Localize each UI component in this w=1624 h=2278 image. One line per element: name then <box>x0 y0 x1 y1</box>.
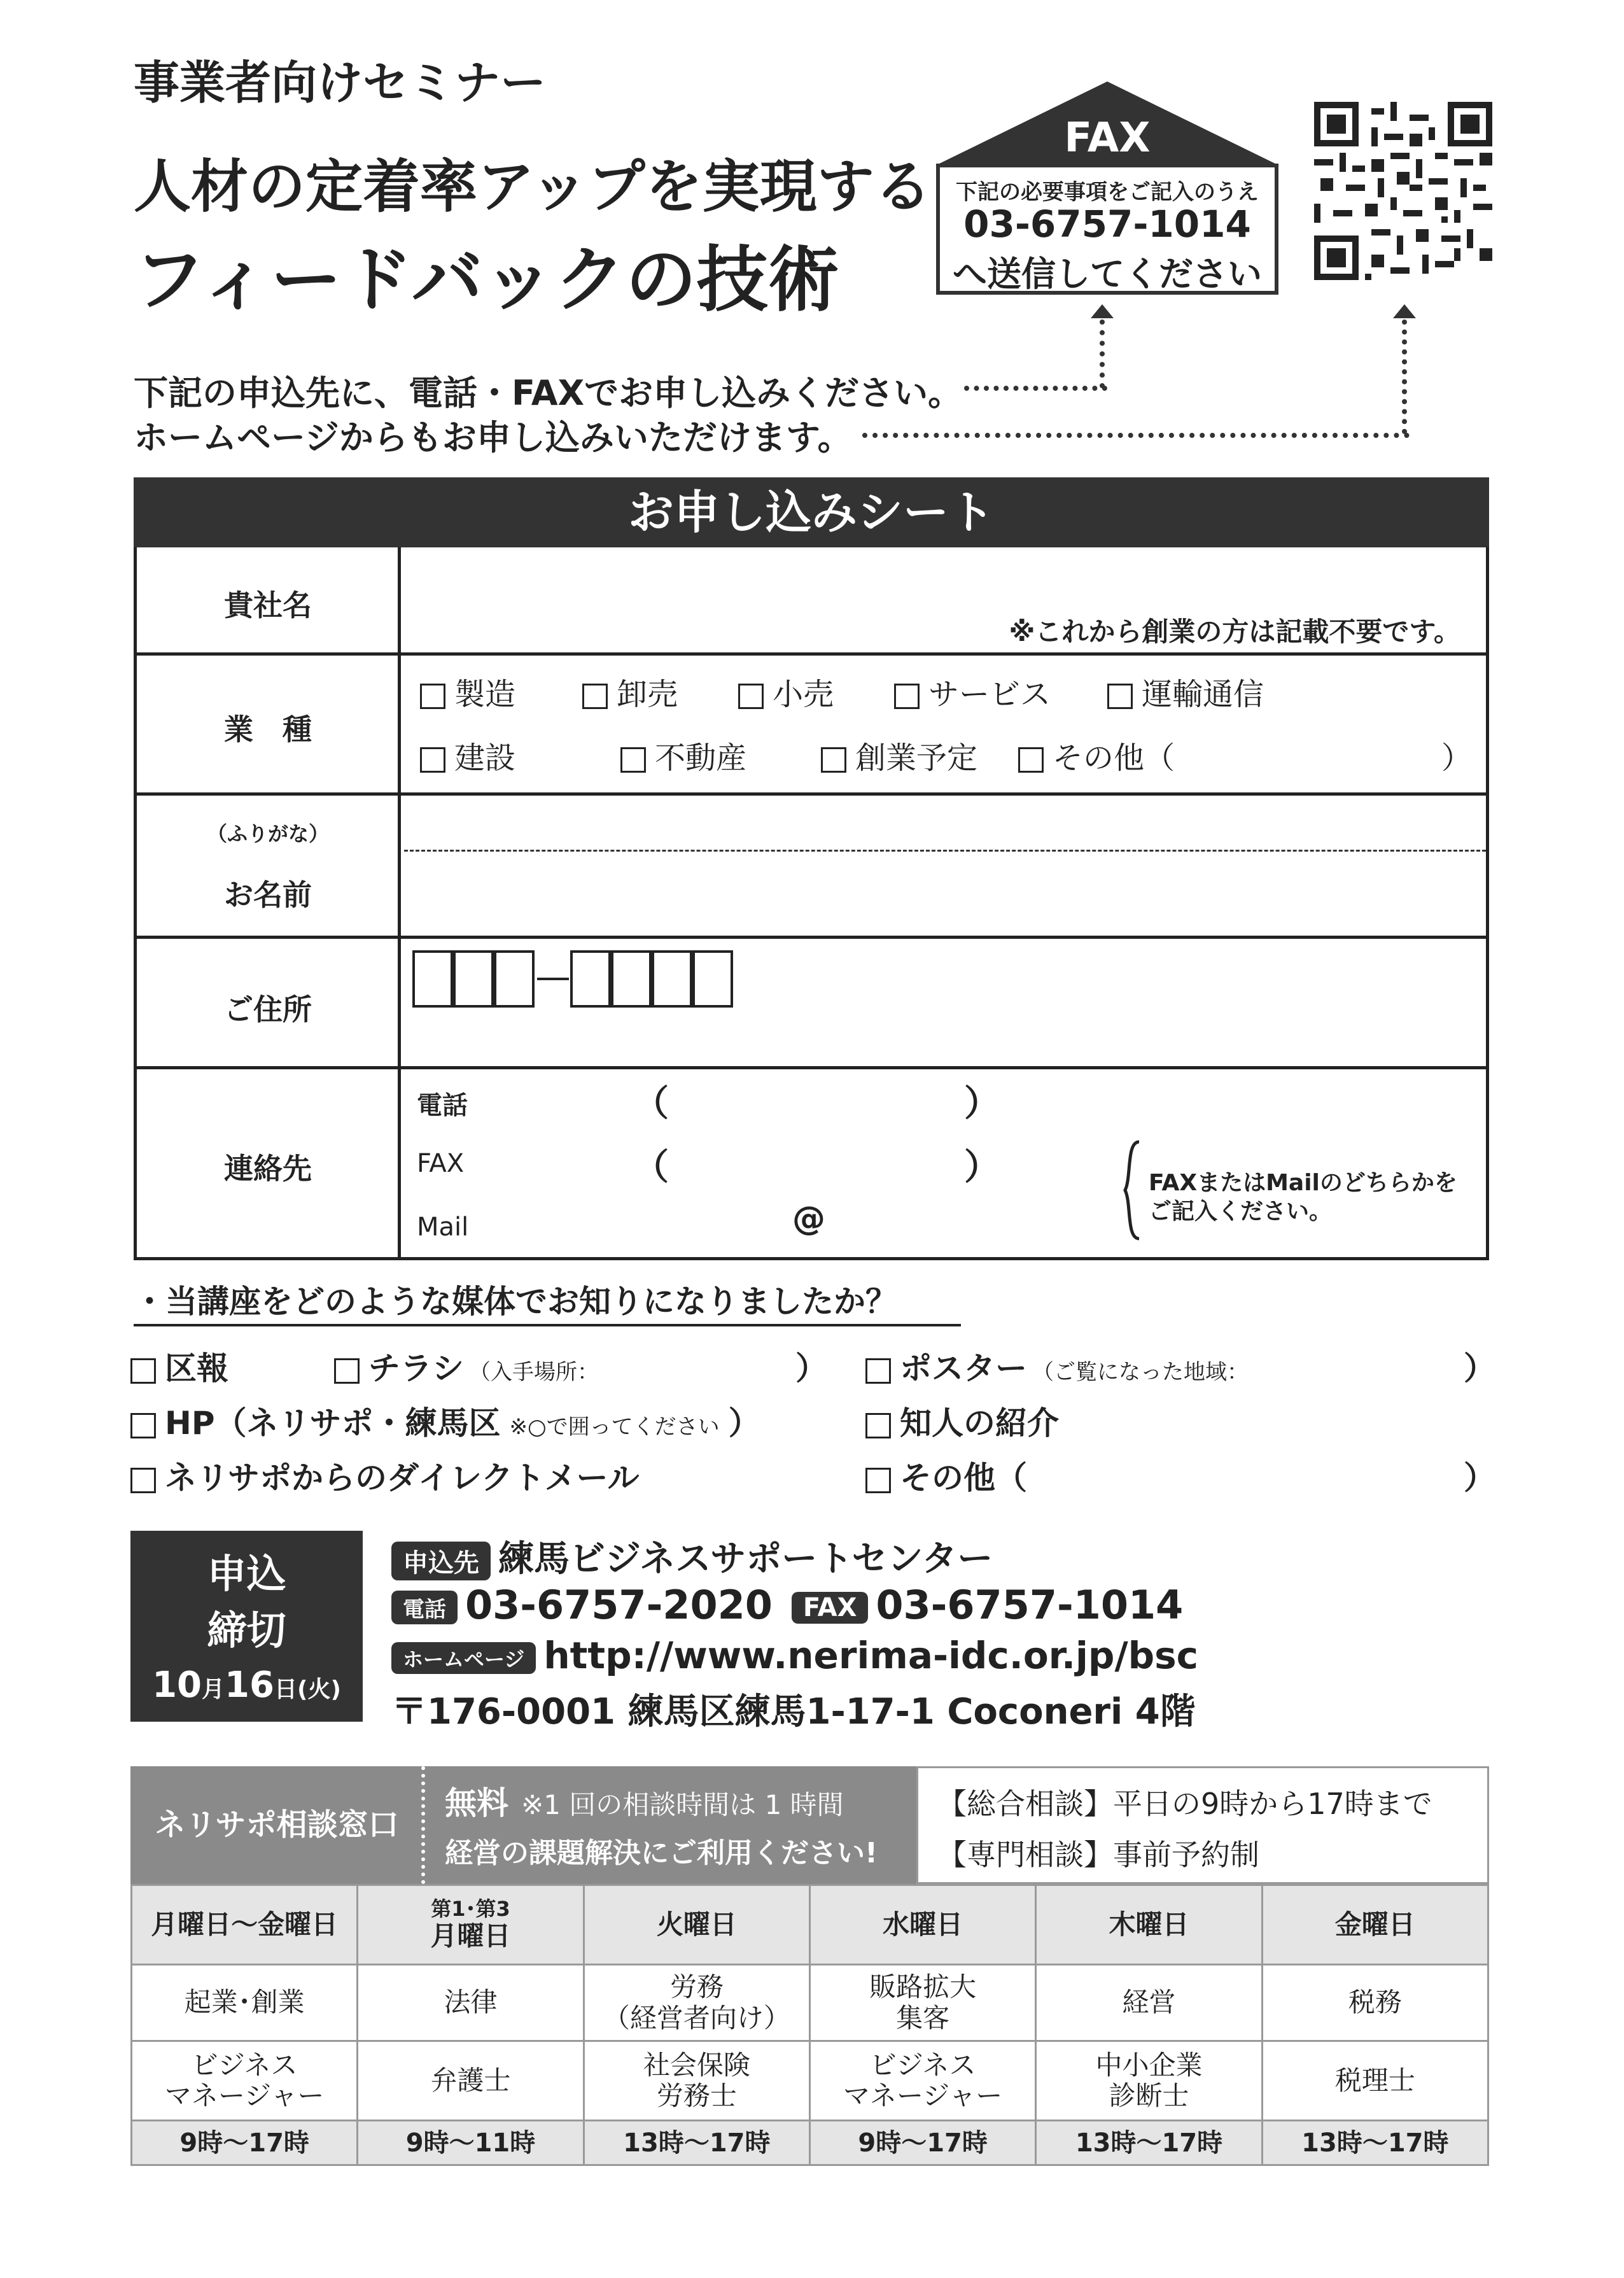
company-label: 貴社名 <box>224 588 312 622</box>
topic-cell: 販路拡大 集客 <box>809 1965 1035 2041</box>
day-cell: 木曜日 <box>1036 1885 1262 1965</box>
postal-code-box[interactable] <box>692 950 733 1008</box>
homepage-tag: ホームページ <box>391 1642 536 1674</box>
checkbox[interactable] <box>582 684 608 709</box>
consult-free-box <box>423 1766 916 1884</box>
industry-other-close: ） <box>1441 740 1473 776</box>
survey-underline <box>134 1324 961 1326</box>
time-cell: 9時〜17時 <box>809 2121 1035 2165</box>
postal-code-dash <box>537 978 569 980</box>
survey-option-hp[interactable]: HP（ネリサポ・練馬区 ※○で囲ってください ） <box>130 1398 760 1444</box>
chirashi-close: ） <box>795 1350 827 1387</box>
consult-title: ネリサポ相談窓口 <box>130 1766 423 1884</box>
fax-number: 03-6757-1014 <box>963 202 1251 246</box>
expert-cell: 中小企業 診断士 <box>1036 2041 1262 2121</box>
org-name: 練馬ビジネスサポートセンター <box>498 1538 993 1580</box>
fax-label: FAX <box>1064 115 1151 162</box>
checkbox[interactable] <box>865 1468 891 1493</box>
time-cell: 13時〜17時 <box>1036 2121 1262 2165</box>
survey-option-poster[interactable]: ポスター （ご覧になった地域： <box>865 1343 1249 1389</box>
day-cell: 第1･第3 月曜日 <box>358 1885 584 1965</box>
industry-option[interactable]: 創業予定 <box>821 733 977 777</box>
postal-code-box[interactable] <box>652 950 692 1008</box>
checkbox[interactable] <box>894 684 920 709</box>
consult-free-note: ※1 回の相談時間は 1 時間 <box>521 1789 844 1820</box>
checkbox[interactable] <box>738 684 764 709</box>
address-field[interactable] <box>404 939 1486 1066</box>
checkbox[interactable] <box>334 1358 360 1384</box>
topic-cell: 起業･創業 <box>132 1965 358 2041</box>
address-info: 〒176-0001 練馬区練馬1-17-1 Coconeri 4階 <box>391 1691 1196 1733</box>
homepage-link[interactable]: http://www.nerima-idc.or.jp/bsc <box>543 1634 1199 1677</box>
postal-code-box[interactable] <box>570 950 611 1008</box>
poster-close: ） <box>1464 1350 1495 1387</box>
name-field[interactable] <box>404 853 1486 936</box>
day-cell: 火曜日 <box>584 1885 809 1965</box>
consult-info-box <box>916 1766 1489 1884</box>
postal-code-box[interactable] <box>412 950 453 1008</box>
seminar-category: 事業者向けセミナー <box>134 56 547 109</box>
survey-option-kouhou[interactable]: 区報 <box>130 1343 228 1389</box>
dotted-leader-fax <box>964 386 1107 391</box>
fax-action: へ送信してください <box>953 254 1262 294</box>
phone-field[interactable]: （ ） <box>633 1083 1000 1125</box>
industry-option[interactable]: 卸売 <box>582 670 678 714</box>
industry-option[interactable]: 建設 <box>420 733 515 777</box>
contact-label: 連絡先 <box>224 1151 312 1186</box>
expert-cell: 税理士 <box>1262 2041 1488 2121</box>
dotted-leader-fax-vertical <box>1100 320 1105 388</box>
phone-fax-line <box>391 1582 1183 1628</box>
deadline-label1: 申込 <box>207 1550 286 1597</box>
day-cell: 月曜日〜金曜日 <box>132 1885 358 1965</box>
expert-cell: ビジネス マネージャー <box>132 2041 358 2121</box>
homepage-line <box>391 1634 1198 1677</box>
consult-special: 【専門相談】事前予約制 <box>937 1838 1259 1872</box>
fax-tag: FAX <box>792 1592 869 1624</box>
expert-cell: 社会保険 労務士 <box>584 2041 809 2121</box>
consult-dotted-divider <box>421 1766 425 1884</box>
time-cell: 13時〜17時 <box>1262 2121 1488 2165</box>
contact-note-line1: FAXまたはMailのどちらかを <box>1149 1170 1457 1196</box>
deadline-label2: 締切 <box>207 1607 286 1654</box>
schedule-days-row <box>132 1885 1488 1965</box>
checkbox[interactable] <box>130 1358 156 1384</box>
form-title: お申し込みシート <box>134 477 1489 547</box>
deadline-box <box>130 1531 363 1722</box>
instructions-line2: ホームページからもお申し込みいただけます。 <box>134 418 852 458</box>
topic-cell: 税務 <box>1262 1965 1488 2041</box>
checkbox[interactable] <box>821 747 846 773</box>
industry-option[interactable]: その他（ <box>1018 733 1175 777</box>
mail-field[interactable]: @ <box>792 1200 825 1238</box>
fax-note: 下記の必要事項をご記入のうえ <box>956 179 1259 205</box>
industry-option[interactable]: 小売 <box>738 670 834 714</box>
page-title-line1: 人材の定着率アップを実現する <box>134 153 932 220</box>
application-form <box>134 547 1489 1260</box>
postal-code-box[interactable] <box>453 950 494 1008</box>
fax-field-label: FAX <box>417 1149 465 1178</box>
deadline-date: 10月16日(火) <box>152 1664 341 1706</box>
instructions-line1: 下記の申込先に、電話・FAXでお申し込みください。 <box>134 373 963 413</box>
checkbox[interactable] <box>865 1413 891 1438</box>
time-cell: 9時〜17時 <box>132 2121 358 2165</box>
industry-option[interactable]: 製造 <box>420 670 515 714</box>
checkbox[interactable] <box>130 1468 156 1493</box>
mail-label: Mail <box>417 1213 469 1242</box>
survey-option-chirashi[interactable]: チラシ （入手場所： <box>334 1343 599 1389</box>
checkbox[interactable] <box>130 1413 156 1438</box>
name-label: お名前 <box>224 878 312 912</box>
checkbox[interactable] <box>1018 747 1044 773</box>
address-label: ご住所 <box>224 992 312 1027</box>
checkbox[interactable] <box>1107 684 1133 709</box>
day-cell: 金曜日 <box>1262 1885 1488 1965</box>
consult-general: 【総合相談】平日の9時から17時まで <box>937 1787 1432 1821</box>
industry-option[interactable]: 運輸通信 <box>1107 670 1264 714</box>
survey-option-chijin[interactable]: 知人の紹介 <box>865 1398 1059 1444</box>
time-cell: 13時〜17時 <box>584 2121 809 2165</box>
industry-option[interactable]: 不動産 <box>620 733 746 777</box>
day-cell: 水曜日 <box>809 1885 1035 1965</box>
brace-icon <box>1120 1139 1145 1241</box>
consult-free: 無料 <box>445 1785 508 1822</box>
row-divider <box>137 652 1486 656</box>
expert-cell: 弁護士 <box>358 2041 584 2121</box>
schedule-experts-row <box>132 2041 1488 2121</box>
contact-note-line2: ご記入ください。 <box>1149 1199 1333 1225</box>
phone-tag: 電話 <box>391 1591 458 1624</box>
page-title-line2: フィードバックの技術 <box>134 239 839 321</box>
survey-option-direct-mail[interactable]: ネリサポからのダイレクトメール <box>130 1452 640 1498</box>
dotted-leader-web <box>862 433 1410 438</box>
company-note: ※これから創業の方は記載不要です。 <box>1009 616 1460 647</box>
dotted-leader-web-vertical <box>1402 320 1407 434</box>
postal-code-box[interactable] <box>494 950 535 1008</box>
phone-number: 03-6757-2020 <box>465 1582 773 1628</box>
apply-to-line <box>391 1531 993 1582</box>
consult-schedule-table <box>130 1884 1489 2166</box>
survey-question: ・当講座をどのような媒体でお知りになりましたか？ <box>134 1283 897 1320</box>
phone-label: 電話 <box>417 1091 468 1120</box>
arrow-up-icon <box>1393 304 1416 318</box>
expert-cell: ビジネス マネージャー <box>809 2041 1035 2121</box>
furigana-divider <box>404 850 1486 852</box>
industry-label: 業 種 <box>224 712 312 747</box>
furigana-label: （ふりがな） <box>206 822 329 846</box>
postal-code-box[interactable] <box>611 950 652 1008</box>
other-close: ） <box>1464 1459 1495 1496</box>
fax-number-info: 03-6757-1014 <box>876 1582 1184 1628</box>
checkbox[interactable] <box>420 747 445 773</box>
checkbox[interactable] <box>420 684 445 709</box>
industry-option[interactable]: サービス <box>894 670 1051 714</box>
apply-to-tag: 申込先 <box>391 1542 491 1580</box>
topic-cell: 法律 <box>358 1965 584 2041</box>
topic-cell: 労務 （経営者向け） <box>584 1965 809 2041</box>
time-cell: 9時〜11時 <box>358 2121 584 2165</box>
topic-cell: 経営 <box>1036 1965 1262 2041</box>
checkbox[interactable] <box>865 1358 891 1384</box>
fax-field[interactable]: （ ） <box>633 1147 1000 1188</box>
consult-free-line2: 経営の課題解決にご利用ください! <box>445 1837 878 1869</box>
survey-option-other[interactable]: その他（ <box>865 1452 1027 1498</box>
schedule-topics-row <box>132 1965 1488 2041</box>
checkbox[interactable] <box>620 747 646 773</box>
row-divider <box>137 1066 1486 1069</box>
arrow-up-icon <box>1091 304 1114 318</box>
qr-code-icon <box>1314 102 1492 280</box>
schedule-times-row <box>132 2121 1488 2165</box>
